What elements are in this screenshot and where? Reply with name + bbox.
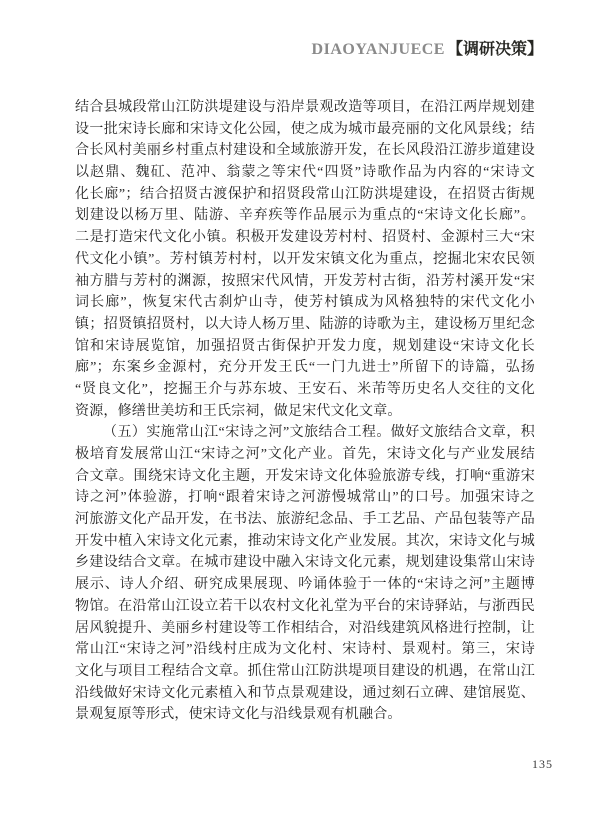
text-line: 馆和宋诗展览馆，加强招贤古街保护开发力度，规划建设“宋诗文化长 <box>75 338 535 354</box>
text-line: 结合县城段常山江防洪堤建设与沿岸景观改造等项目，在沿江两岸规划建 <box>75 100 535 115</box>
text-line: 袖方腊与芳村的渊源，按照宋代风情，开发芳村古街，沿芳村溪开发“宋 <box>75 273 535 289</box>
paragraph <box>75 422 535 726</box>
text-line: 展示、诗人介绍、研究成果展现、吟诵体验于一体的“宋诗之河”主题博 <box>75 577 535 593</box>
text-line: 居风貌提升、美丽乡村建设等工作相结合，对沿线建筑风格进行控制，让 <box>75 620 535 636</box>
text-line: 乡建设结合文章。在城市建设中融入宋诗文化元素，规划建设集常山宋诗 <box>75 555 535 571</box>
document-body <box>75 97 535 726</box>
text-line: 文化与项目工程结合文章。抓住常山江防洪堤项目建设的机遇，在常山江 <box>75 663 535 679</box>
text-line: 镇；招贤镇招贤村，以大诗人杨万里、陆游的诗歌为主，建设杨万里纪念 <box>75 316 535 332</box>
text-line: 词长廊”，恢复宋代古刹炉山寺，使芳村镇成为风格独特的宋代文化小 <box>75 295 535 311</box>
text-line: 设一批宋诗长廊和宋诗文化公园，使之成为城市最亮丽的文化风景线；结 <box>75 121 535 137</box>
text-line: （五）实施常山江“宋诗之河”文旅结合工程。做好文旅结合文章，积 <box>103 425 535 441</box>
paragraph <box>75 97 535 422</box>
text-line: 极培育发展常山江“宋诗之河”文化产业。首先，宋诗文化与产业发展结 <box>75 447 535 462</box>
text-line: 开发中植入宋诗文化元素，推动宋诗文化产业发展。其次，宋诗文化与城 <box>75 533 535 549</box>
text-line: 廊”；东案乡金源村，充分开发王氏“一门九进士”所留下的诗篇，弘扬 <box>75 360 535 376</box>
text-line: 以赵鼎、魏矼、范冲、翁蒙之等宋代“四贤”诗歌作品为内容的“宋诗文 <box>75 165 535 181</box>
text-line: 沿线做好宋诗文化元素植入和节点景观建设，通过刻石立碑、建馆展览、 <box>75 685 535 701</box>
text-line: 景观复原等形式，使宋诗文化与沿线景观有机融合。 <box>75 707 402 723</box>
journal-name-chinese: 【调研决策】 <box>446 41 543 58</box>
text-line: 资源，修缮世美坊和王氏宗祠，做足宋代文化文章。 <box>75 403 402 419</box>
text-line: 河旅游文化产品开发，在书法、旅游纪念品、手工艺品、产品包装等产品 <box>75 512 535 528</box>
text-line: 合长风村美丽乡村重点村建设和全域旅游开发，在长风段沿江游步道建设 <box>75 143 535 159</box>
journal-header <box>312 41 543 59</box>
text-line: “贤良文化”，挖掘王介与苏东坡、王安石、米芾等历史名人交往的文化 <box>75 381 535 397</box>
page-number: 135 <box>532 757 553 771</box>
journal-name-pinyin: DIAOYANJUECE <box>311 41 445 58</box>
text-line: 物馆。在沿常山江设立若干以农村文化礼堂为平台的宋诗驿站，与浙西民 <box>75 598 535 614</box>
text-line: 化长廊”；结合招贤古渡保护和招贤段常山江防洪堤建设，在招贤古街规 <box>75 186 535 202</box>
text-line: 常山江“宋诗之河”沿线村庄成为文化村、宋诗村、景观村。第三，宋诗 <box>75 642 535 658</box>
text-line: 二是打造宋代文化小镇。积极开发建设芳村村、招贤村、金源村三大“宋 <box>75 230 535 246</box>
text-line: 合文章。围绕宋诗文化主题，开发宋诗文化体验旅游专线，打响“重游宋 <box>75 468 535 484</box>
text-line: 代文化小镇”。芳村镇芳村村，以开发宋镇文化为重点，挖掘北宋农民领 <box>75 251 535 267</box>
text-line: 划建设以杨万里、陆游、辛弃疾等作品展示为重点的“宋诗文化长廊”。 <box>75 208 535 224</box>
text-line: 诗之河”体验游，打响“跟着宋诗之河游慢城常山”的口号。加强宋诗之 <box>75 490 535 506</box>
